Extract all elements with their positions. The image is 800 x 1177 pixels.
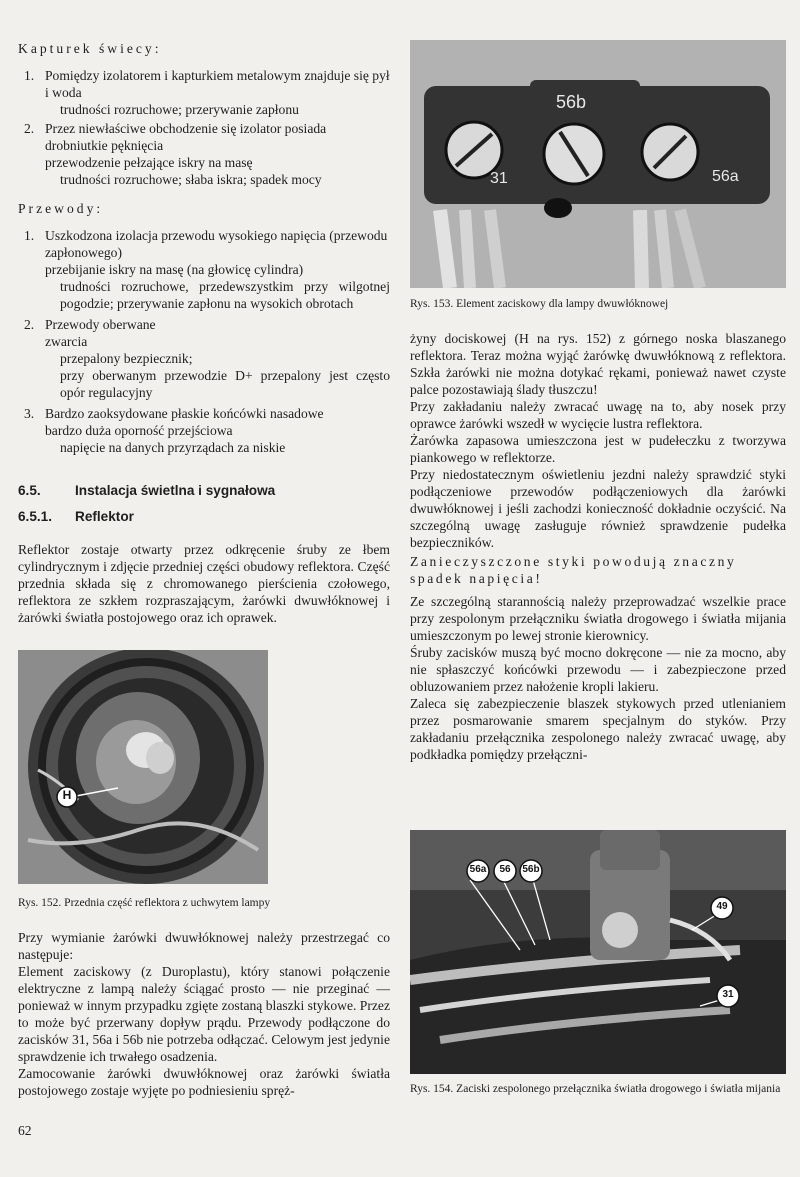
effect-text: przy oberwanym przewodzie D+ przepalony jest często opór regulacyjny <box>60 368 390 400</box>
list-item: 1. Uszkodzona izolacja przewodu wysokiego napięcia (przewodu zapłonowego) przebijanie iskry na masę (na głowicę cylindra) trudności rozruchowe, przedewszystkim przy wilgotnej pogodzie; przerywanie zapłonu na wysokich obrotach <box>24 228 390 311</box>
paragraph: Przy zakładaniu należy zwracać uwagę na to, aby nosek przy oprawce żarówki wszedł w wycięcie lustra reflektora. <box>410 399 786 431</box>
paragraph: Żarówka zapasowa umieszczona jest w pudełeczku z tworzywa piankowego w reflektorze. <box>410 433 786 465</box>
kapturek-list <box>18 67 390 188</box>
paragraph: Przy wymianie żarówki dwuwłóknowej należy przestrzegać co następuje: <box>18 930 390 962</box>
label-56: 56 <box>499 864 511 875</box>
paragraph: Śruby zacisków muszą być mocno dokręcone — nie za mocno, aby nie spłaszczyć końcówki przewodu — i zabezpieczone przed obluzowaniem przez nałożenie kropli lakieru. <box>410 645 786 694</box>
paragraph: Zaleca się zabezpieczenie blaszek stykowych przed utlenianiem przez posmarowanie smarem specjalnym do styków. Przy zakładaniu przełącznika zespolonego należy zwracać uwagę, aby podkładka pomiędzy przełączni- <box>410 696 786 762</box>
figure-154-photo <box>410 830 786 1074</box>
cause-text: Pomiędzy izolatorem i kapturkiem metalowym znajduje się pył i woda <box>45 68 390 100</box>
effect-text: przepalony bezpiecznik; <box>60 351 193 366</box>
label-49: 49 <box>716 901 728 912</box>
effect-text: napięcie na danych przyrządach za niskie <box>60 440 286 455</box>
warning-text: Zanieczyszczone styki powodują znaczny spadek napięcia! <box>410 554 737 586</box>
effect-text: trudności rozruchowe; słaba iskra; spadek mocy <box>60 172 322 187</box>
figure-153-photo <box>410 40 786 288</box>
reflektor-paragraph: Reflektor zostaje otwarty przez odkręcenie śruby ze łbem cylindrycznym i zdjęcie przedniej części obudowy reflektora. Część przednia składa się z chromowanego pierścienia czołowego, reflektora ze szkłem rozpraszającym, żarówki dwuwłóknowej i żarówki światła postojowego oraz ich oprawek. <box>18 542 390 625</box>
przewody-heading: Przewody: <box>18 201 104 216</box>
cause-text: Uszkodzona izolacja przewodu wysokiego napięcia (przewodu zapłonowego) <box>45 228 388 260</box>
section-heading-6-5: 6.5. Instalacja świetlna i sygnałowa <box>18 483 276 498</box>
label-56b: 56b <box>556 92 587 112</box>
label-56b: 56b <box>522 864 540 875</box>
cause-text: Przewody oberwane <box>45 317 156 332</box>
section-heading-6-5-1: 6.5.1. Reflektor <box>18 509 134 524</box>
terminal-block-illustration <box>410 40 786 288</box>
effect-text: trudności rozruchowe, przedewszystkim przy wilgotnej pogodzie; przerywanie zapłonu na wysokich obrotach <box>60 279 390 311</box>
label-56a: 56a <box>712 168 739 185</box>
paragraph: Element zaciskowy (z Duroplastu), który stanowi połączenie elektryczne z lampą należy ściągać prosto — nie przeginać — ponieważ w innym przypadku zgięte zostaną blaszki stykowe. Przez to może być przerwany dopływ prądu. Przewody podłączone do zacisków 31, 56a i 56b nie potrzeba odłączać. Celowym jest jedynie sprawdzenie ich trwałego osadzenia. <box>18 964 390 1064</box>
reflector-illustration <box>18 650 268 884</box>
figure-153-caption: Rys. 153. Element zaciskowy dla lampy dwuwłóknowej <box>410 298 669 310</box>
label-56a: 56a <box>469 864 487 875</box>
paragraph: Zamocowanie żarówki dwuwłóknowej oraz żarówki światła postojowego zostaje wyjęte po podniesieniu spręż- <box>18 1066 390 1098</box>
sub-text: przebijanie iskry na masę (na głowicę cylindra) <box>45 262 304 277</box>
figure-154-caption: Rys. 154. Zaciski zespolonego przełącznika światła drogowego i światła mijania <box>410 1083 781 1095</box>
list-item: 1. Pomiędzy izolatorem i kapturkiem metalowym znajduje się pył i woda trudności rozruchowe; przerywanie zapłonu <box>24 68 390 117</box>
sub-text: bardzo duża oporność przejściowa <box>45 423 233 438</box>
figure-152-photo <box>18 650 268 884</box>
paragraph: Ze szczególną starannością należy przeprowadzać wszelkie prace przy zespolonym przełączniku światła drogowego i światła mijania umieszczonym po lewej stronie kierownicy. <box>410 594 786 643</box>
list-item: 3. Bardzo zaoksydowane płaskie końcówki nasadowe bardzo duża oporność przejściowa napięcie na danych przyrządach za niskie <box>18 405 390 456</box>
cause-text: Przez niewłaściwe obchodzenie się izolator posiada drobniutkie pęknięcia <box>45 121 327 153</box>
figure-152-caption: Rys. 152. Przednia część reflektora z uchwytem lampy <box>18 897 271 909</box>
cause-text: Bardzo zaoksydowane płaskie końcówki nasadowe <box>45 406 324 421</box>
kapturek-heading: Kapturek świecy: <box>18 41 162 56</box>
left-bottom-text <box>18 929 390 1099</box>
paragraph: Przy niedostatecznym oświetleniu jezdni należy sprawdzić styki podłączeniowe przewodów podłączeniowych dla żarówki dwuwłóknowej i jeśli zachodzi konieczność dokładnie oczyścić. Na szczególną uwagę zasługuje również sprawdzenie pudełka bezpieczników. <box>410 467 786 550</box>
przewody-list <box>18 227 390 456</box>
paragraph: żyny dociskowej (H na rys. 152) z górnego noska blaszanego reflektora. Teraz można wyjąć żarówkę dwuwłóknową z reflektora. Szkła żarówki nie można dotykać rękami, ponieważ nawet czyste palce pozostawiają ślady tłuszczu! <box>410 331 786 397</box>
left-column <box>18 40 390 626</box>
label-31: 31 <box>722 989 734 1000</box>
page-number: 62 <box>18 1123 32 1138</box>
effect-text: przewodzenie pełzające iskry na masę <box>45 155 253 170</box>
label-31: 31 <box>490 170 508 187</box>
effect-text: trudności rozruchowe; przerywanie zapłonu <box>60 102 299 117</box>
right-column-text <box>410 330 786 763</box>
sub-text: zwarcia <box>45 334 88 349</box>
list-item: 2. Przez niewłaściwe obchodzenie się izolator posiada drobniutkie pęknięcia przewodzenie pełzające iskry na masę trudności rozruchowe; słaba iskra; spadek mocy <box>18 120 390 188</box>
list-item: 2. Przewody oberwane zwarcia przepalony bezpiecznik; przy oberwanym przewodzie D+ przepalony jest często opór regulacyjny <box>24 317 390 400</box>
label-h: H <box>62 788 72 802</box>
